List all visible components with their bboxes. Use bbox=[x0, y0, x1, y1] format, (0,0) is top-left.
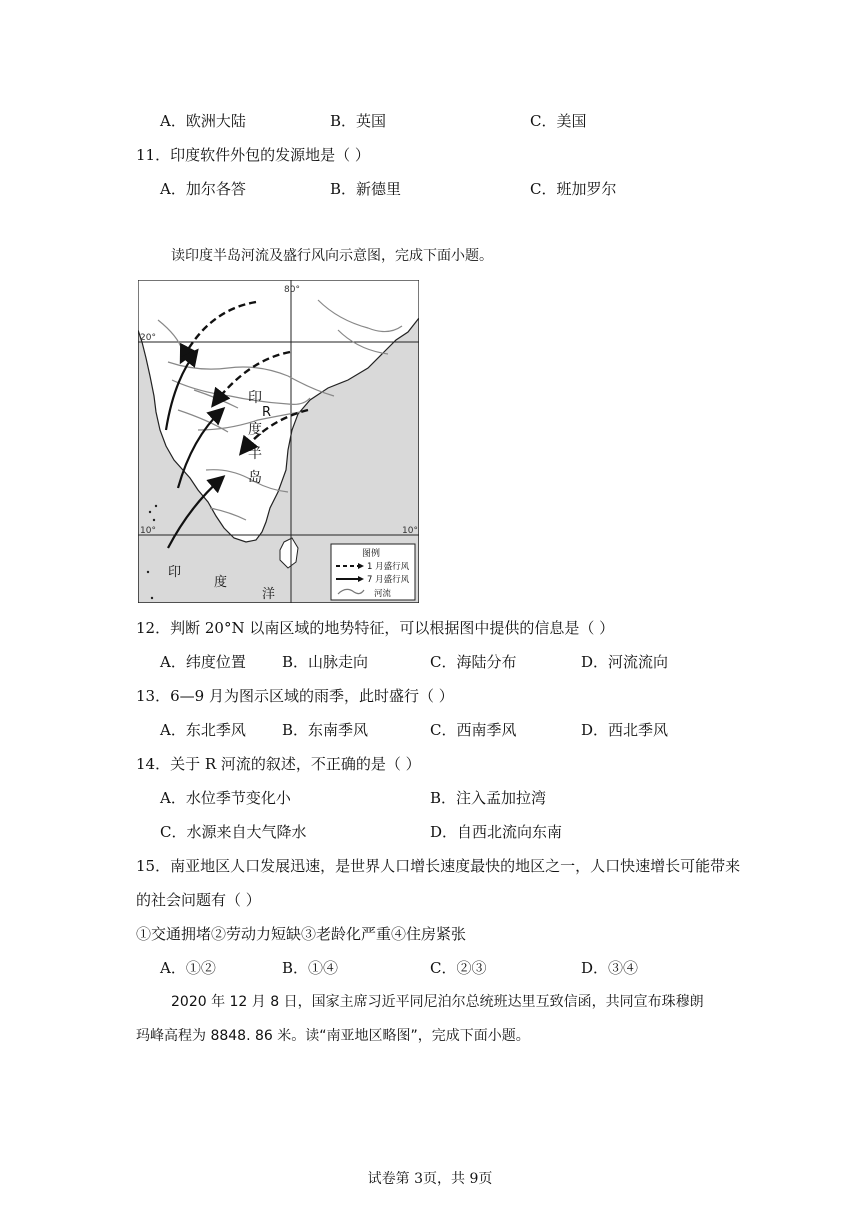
peninsula-char-3: 半 bbox=[248, 446, 262, 462]
label-lat-10-left: 10° bbox=[140, 526, 156, 536]
south-asia-intro-line2: 玛峰高程为 8848. 86 米。读“南亚地区略图”，完成下面小题。 bbox=[136, 1028, 530, 1044]
q15-option-c: C．②③ bbox=[430, 959, 487, 977]
q12-option-a: A．纬度位置 bbox=[160, 653, 246, 671]
q11-option-a: A．加尔各答 bbox=[160, 180, 246, 198]
q14-option-c: C．水源来自大气降水 bbox=[160, 823, 307, 841]
ocean-char-1: 印 bbox=[168, 565, 182, 580]
ocean-char-3: 洋 bbox=[262, 587, 276, 602]
q15-items: ①交通拥堵②劳动力短缺③老龄化严重④住房紧张 bbox=[136, 925, 467, 943]
india-peninsula-map bbox=[138, 280, 419, 603]
ocean-char-2: 度 bbox=[214, 575, 228, 590]
river-label-r: R bbox=[262, 405, 272, 420]
q13-stem: 13．6—9 月为图示区域的雨季，此时盛行（ ） bbox=[136, 687, 454, 705]
q15-stem-line2: 的社会问题有（ ） bbox=[136, 891, 261, 909]
south-asia-intro-line1: 2020 年 12 月 8 日，国家主席习近平同尼泊尔总统班达里互致信函，共同宣布珠穆朗 bbox=[171, 994, 704, 1010]
q10-option-b: B．英国 bbox=[330, 112, 387, 130]
q14-option-b: B．注入孟加拉湾 bbox=[430, 789, 547, 807]
legend-river: 河流 bbox=[374, 589, 392, 599]
q12-option-b: B．山脉走向 bbox=[282, 653, 369, 671]
label-lat-20: 20° bbox=[140, 333, 156, 343]
q15-option-b: B．①④ bbox=[282, 959, 339, 977]
q12-option-c: C．海陆分布 bbox=[430, 653, 517, 671]
peninsula-char-2: 度 bbox=[248, 422, 262, 438]
legend-january: 1 月盛行风 bbox=[367, 562, 410, 572]
q13-option-d: D．西北季风 bbox=[581, 721, 669, 739]
page-footer: 试卷第 3页，共 9页 bbox=[367, 1171, 493, 1187]
legend-title: 图例 bbox=[362, 549, 381, 559]
q12-stem: 12．判断 20°N 以南区域的地势特征，可以根据图中提供的信息是（ ） bbox=[136, 619, 615, 637]
map-legend bbox=[331, 544, 415, 600]
q11-option-c: C．班加罗尔 bbox=[530, 180, 617, 198]
q14-option-a: A．水位季节变化小 bbox=[160, 789, 291, 807]
q15-stem-line1: 15．南亚地区人口发展迅速，是世界人口增长速度最快的地区之一，人口快速增长可能带来 bbox=[136, 857, 741, 875]
q14-option-d: D．自西北流向东南 bbox=[430, 823, 563, 841]
q10-option-a: A．欧洲大陆 bbox=[160, 112, 246, 130]
q10-option-c: C．美国 bbox=[530, 112, 587, 130]
label-lat-10-right: 10° bbox=[402, 526, 418, 536]
q12-option-d: D．河流流向 bbox=[581, 653, 669, 671]
map-intro: 读印度半岛河流及盛行风向示意图，完成下面小题。 bbox=[171, 248, 493, 264]
peninsula-char-4: 岛 bbox=[248, 470, 262, 486]
q11-stem: 11．印度软件外包的发源地是（ ） bbox=[136, 146, 370, 164]
q14-stem: 14．关于 R 河流的叙述，不正确的是（ ） bbox=[136, 755, 421, 773]
q13-option-a: A．东北季风 bbox=[160, 721, 246, 739]
q11-option-b: B．新德里 bbox=[330, 180, 402, 198]
q13-option-c: C．西南季风 bbox=[430, 721, 517, 739]
q15-option-d: D．③④ bbox=[581, 959, 639, 977]
legend-july: 7 月盛行风 bbox=[367, 575, 410, 585]
peninsula-char-1: 印 bbox=[248, 390, 262, 406]
q13-option-b: B．东南季风 bbox=[282, 721, 369, 739]
q15-option-a: A．①② bbox=[160, 959, 216, 977]
label-lon-80: 80° bbox=[284, 285, 300, 295]
